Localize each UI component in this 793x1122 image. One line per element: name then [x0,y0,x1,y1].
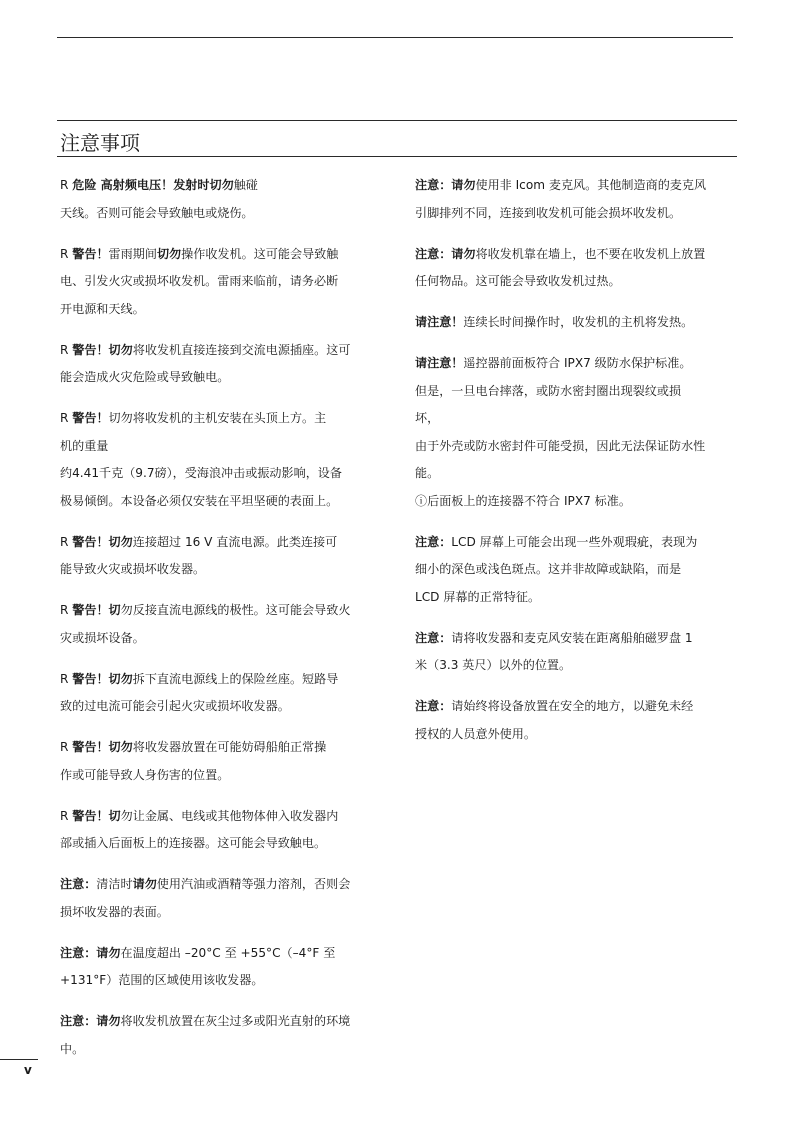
notice-text: 在温度超出 –20°C 至 +55°C（–4°F 至 [120,945,336,960]
notice-line: 能导致火灾或损坏收发器。 [60,562,206,576]
notice-first-line [60,666,386,694]
notice-text: 切勿将收发机的主机安装在头顶上方。主 [108,411,327,425]
notice-label: 注意： [415,699,452,713]
notice-paragraph [60,666,386,721]
notice-text: 勿反接直流电源线的极性。这可能会导致火 [120,603,351,617]
notice-line: 开电源和天线。 [60,301,145,316]
warning-mark: R [60,178,73,192]
notice-label: 注意：请勿 [415,246,476,261]
warning-mark: R [60,246,73,261]
warning-mark: R [60,342,73,357]
notice-paragraph [60,405,386,515]
notice-line: 致的过电流可能会引起火灾或损坏收发器。 [60,699,290,713]
notice-label: 请注意！ [415,315,464,329]
footer-rule [0,1059,38,1060]
notice-line: 机的重量 [60,438,109,453]
paragraph-gap [60,721,386,735]
notice-paragraph [60,172,386,227]
notice-paragraph [415,693,740,748]
notice-text: 遥控器前面板符合 IPX7 级防水保护标准。 [463,356,692,370]
notice-text: 请将收发器和麦克风安装在距离船舶磁罗盘 1 [451,630,693,645]
notice-line: 天线。否则可能会导致触电或烧伤。 [60,205,254,220]
notice-first-line [60,1008,386,1036]
notice-text: LCD 屏幕上可能会出现一些外观瑕疵，表现为 [451,534,698,549]
notice-label: 警告！切勿 [72,534,133,549]
notice-label: 警告！切 [72,603,121,617]
page-number: v [24,1063,32,1077]
heading-rule-top [57,120,737,121]
warning-mark: R [60,411,73,425]
paragraph-gap [60,392,386,406]
warning-mark: R [60,603,73,617]
paragraph-gap [60,227,386,241]
paragraph-gap [415,515,740,529]
notice-paragraph [60,940,386,995]
notice-line: 授权的人员意外使用。 [415,726,536,741]
notice-first-line [415,529,740,557]
paragraph-gap [415,611,740,625]
notice-first-line [415,241,740,269]
notice-text: 将收发器放置在可能妨碍船舶正常操 [132,740,327,754]
notice-text: 请始终将设备放置在安全的地方，以避免未经 [451,699,694,713]
notice-paragraph [60,871,386,926]
notice-line: 电、引发火灾或损坏收发机。雷雨来临前，请务必断 [60,274,339,288]
notice-line: 引脚排列不同，连接到收发机可能会损坏收发机。 [415,205,682,220]
notice-first-line [60,172,386,200]
notice-paragraph [60,337,386,392]
notice-label: 注意： [60,877,97,891]
warning-mark: R [60,808,73,823]
paragraph-gap [60,858,386,872]
paragraph-gap [60,926,386,940]
notice-line: 能会造成火灾危险或导致触电。 [60,370,230,384]
notice-paragraph [415,172,740,227]
notice-paragraph [60,803,386,858]
notice-text: 使用汽油或酒精等强力溶剂，否则会 [156,877,351,891]
notice-first-line [60,337,386,365]
notice-line: LCD 屏幕的正常特征。 [415,589,541,604]
notice-label: 请注意！ [415,356,464,370]
notice-text: 将收发机靠在墙上，也不要在收发机上放置 [475,246,706,261]
notice-line: +131°F）范围的区域使用该收发器。 [60,973,264,987]
notice-line: 部或插入后面板上的连接器。这可能会导致触电。 [60,836,327,850]
notice-label: 警告！ [72,411,109,425]
notice-label: 注意：请勿 [60,945,121,960]
notice-label: 警告！切勿 [72,342,133,357]
notice-line: 损坏收发器的表面。 [60,904,169,919]
notice-emphasis: 请勿 [132,877,157,891]
paragraph-gap [415,337,740,351]
paragraph-gap [60,515,386,529]
right-column [415,172,740,748]
paragraph-gap [415,680,740,694]
notice-label: 注意： [415,534,452,549]
notice-first-line [415,309,740,337]
notice-emphasis: 切勿 [156,246,182,261]
notice-paragraph [60,1008,386,1063]
notice-first-line [415,625,740,653]
top-rule [57,37,733,38]
notice-paragraph [415,529,740,612]
notice-text: 拆下直流电源线上的保险丝座。短路导 [132,671,339,686]
paragraph-gap [60,323,386,337]
notice-first-line [415,172,740,200]
paragraph-gap [415,227,740,241]
notice-text: 清洁时 [96,877,133,891]
left-column [60,172,386,1063]
notice-line: 灾或损坏设备。 [60,630,145,645]
notice-first-line [60,597,386,625]
warning-mark: R [60,671,73,686]
notice-label: 危险 高射频电压！发射时切勿 [72,178,234,192]
notice-label: 警告！切 [72,808,121,823]
notice-line: 极易倾倒。本设备必须仅安装在平坦坚硬的表面上。 [60,493,339,508]
notice-text: 操作收发机。这可能会导致触 [181,246,339,261]
notice-line: 中。 [60,1041,85,1056]
notice-line: 能。 [415,466,440,480]
paragraph-gap [60,584,386,598]
notice-line: 细小的深色或浅色斑点。这并非故障或缺陷，而是 [415,562,682,576]
notice-paragraph [415,625,740,680]
notice-line: ⓘ后面板上的连接器不符合 IPX7 标准。 [415,493,631,508]
warning-mark: R [60,534,73,549]
paragraph-gap [60,652,386,666]
notice-first-line [60,529,386,557]
notice-paragraph [60,597,386,652]
notice-paragraph [415,241,740,296]
notice-paragraph [60,734,386,789]
heading-rule-bottom [57,156,737,157]
page-title: 注意事项 [60,131,140,155]
notice-line: 作或可能导致人身伤害的位置。 [60,767,230,782]
paragraph-gap [60,995,386,1009]
notice-line: 任何物品。这可能会导致收发机过热。 [415,274,621,288]
notice-first-line [415,693,740,721]
notice-label: 警告！切勿 [72,740,133,754]
notice-line: 约4.41千克（9.7磅），受海浪冲击或振动影响，设备 [60,466,342,480]
notice-line: 但是，一旦电台摔落，或防水密封圈出现裂纹或损 [415,383,682,398]
notice-text: 使用非 Icom 麦克风。其他制造商的麦克风 [475,178,707,192]
notice-first-line [415,350,740,378]
notice-paragraph [415,350,740,515]
notice-label: 注意：请勿 [415,178,476,192]
notice-label: 警告！ [72,246,109,261]
warning-mark: R [60,740,73,754]
notice-first-line [60,241,386,269]
paragraph-gap [415,296,740,310]
notice-paragraph [60,241,386,324]
notice-text: 将收发机直接连接到交流电源插座。这可 [132,342,351,357]
notice-first-line [60,734,386,762]
notice-paragraph [415,309,740,337]
notice-line: 坏， [415,411,440,425]
notice-paragraph [60,529,386,584]
notice-text: 触碰 [233,178,258,192]
notice-text: 连接超过 16 V 直流电源。此类连接可 [132,534,338,549]
notice-text: 雷雨期间 [108,246,157,261]
notice-first-line [60,405,386,433]
notice-line: 米（3.3 英尺）以外的位置。 [415,658,572,672]
notice-text: 勿让金属、电线或其他物体伸入收发器内 [120,808,339,823]
notice-label: 注意： [415,630,452,645]
notice-label: 注意：请勿 [60,1014,121,1028]
notice-line: 由于外壳或防水密封件可能受损，因此无法保证防水性 [415,438,706,453]
paragraph-gap [60,789,386,803]
notice-first-line [60,940,386,968]
notice-label: 警告！切勿 [72,671,133,686]
notice-text: 将收发机放置在灰尘过多或阳光直射的环境 [120,1014,351,1028]
notice-first-line [60,803,386,831]
notice-first-line [60,871,386,899]
notice-text: 连续长时间操作时，收发机的主机将发热。 [463,315,694,329]
